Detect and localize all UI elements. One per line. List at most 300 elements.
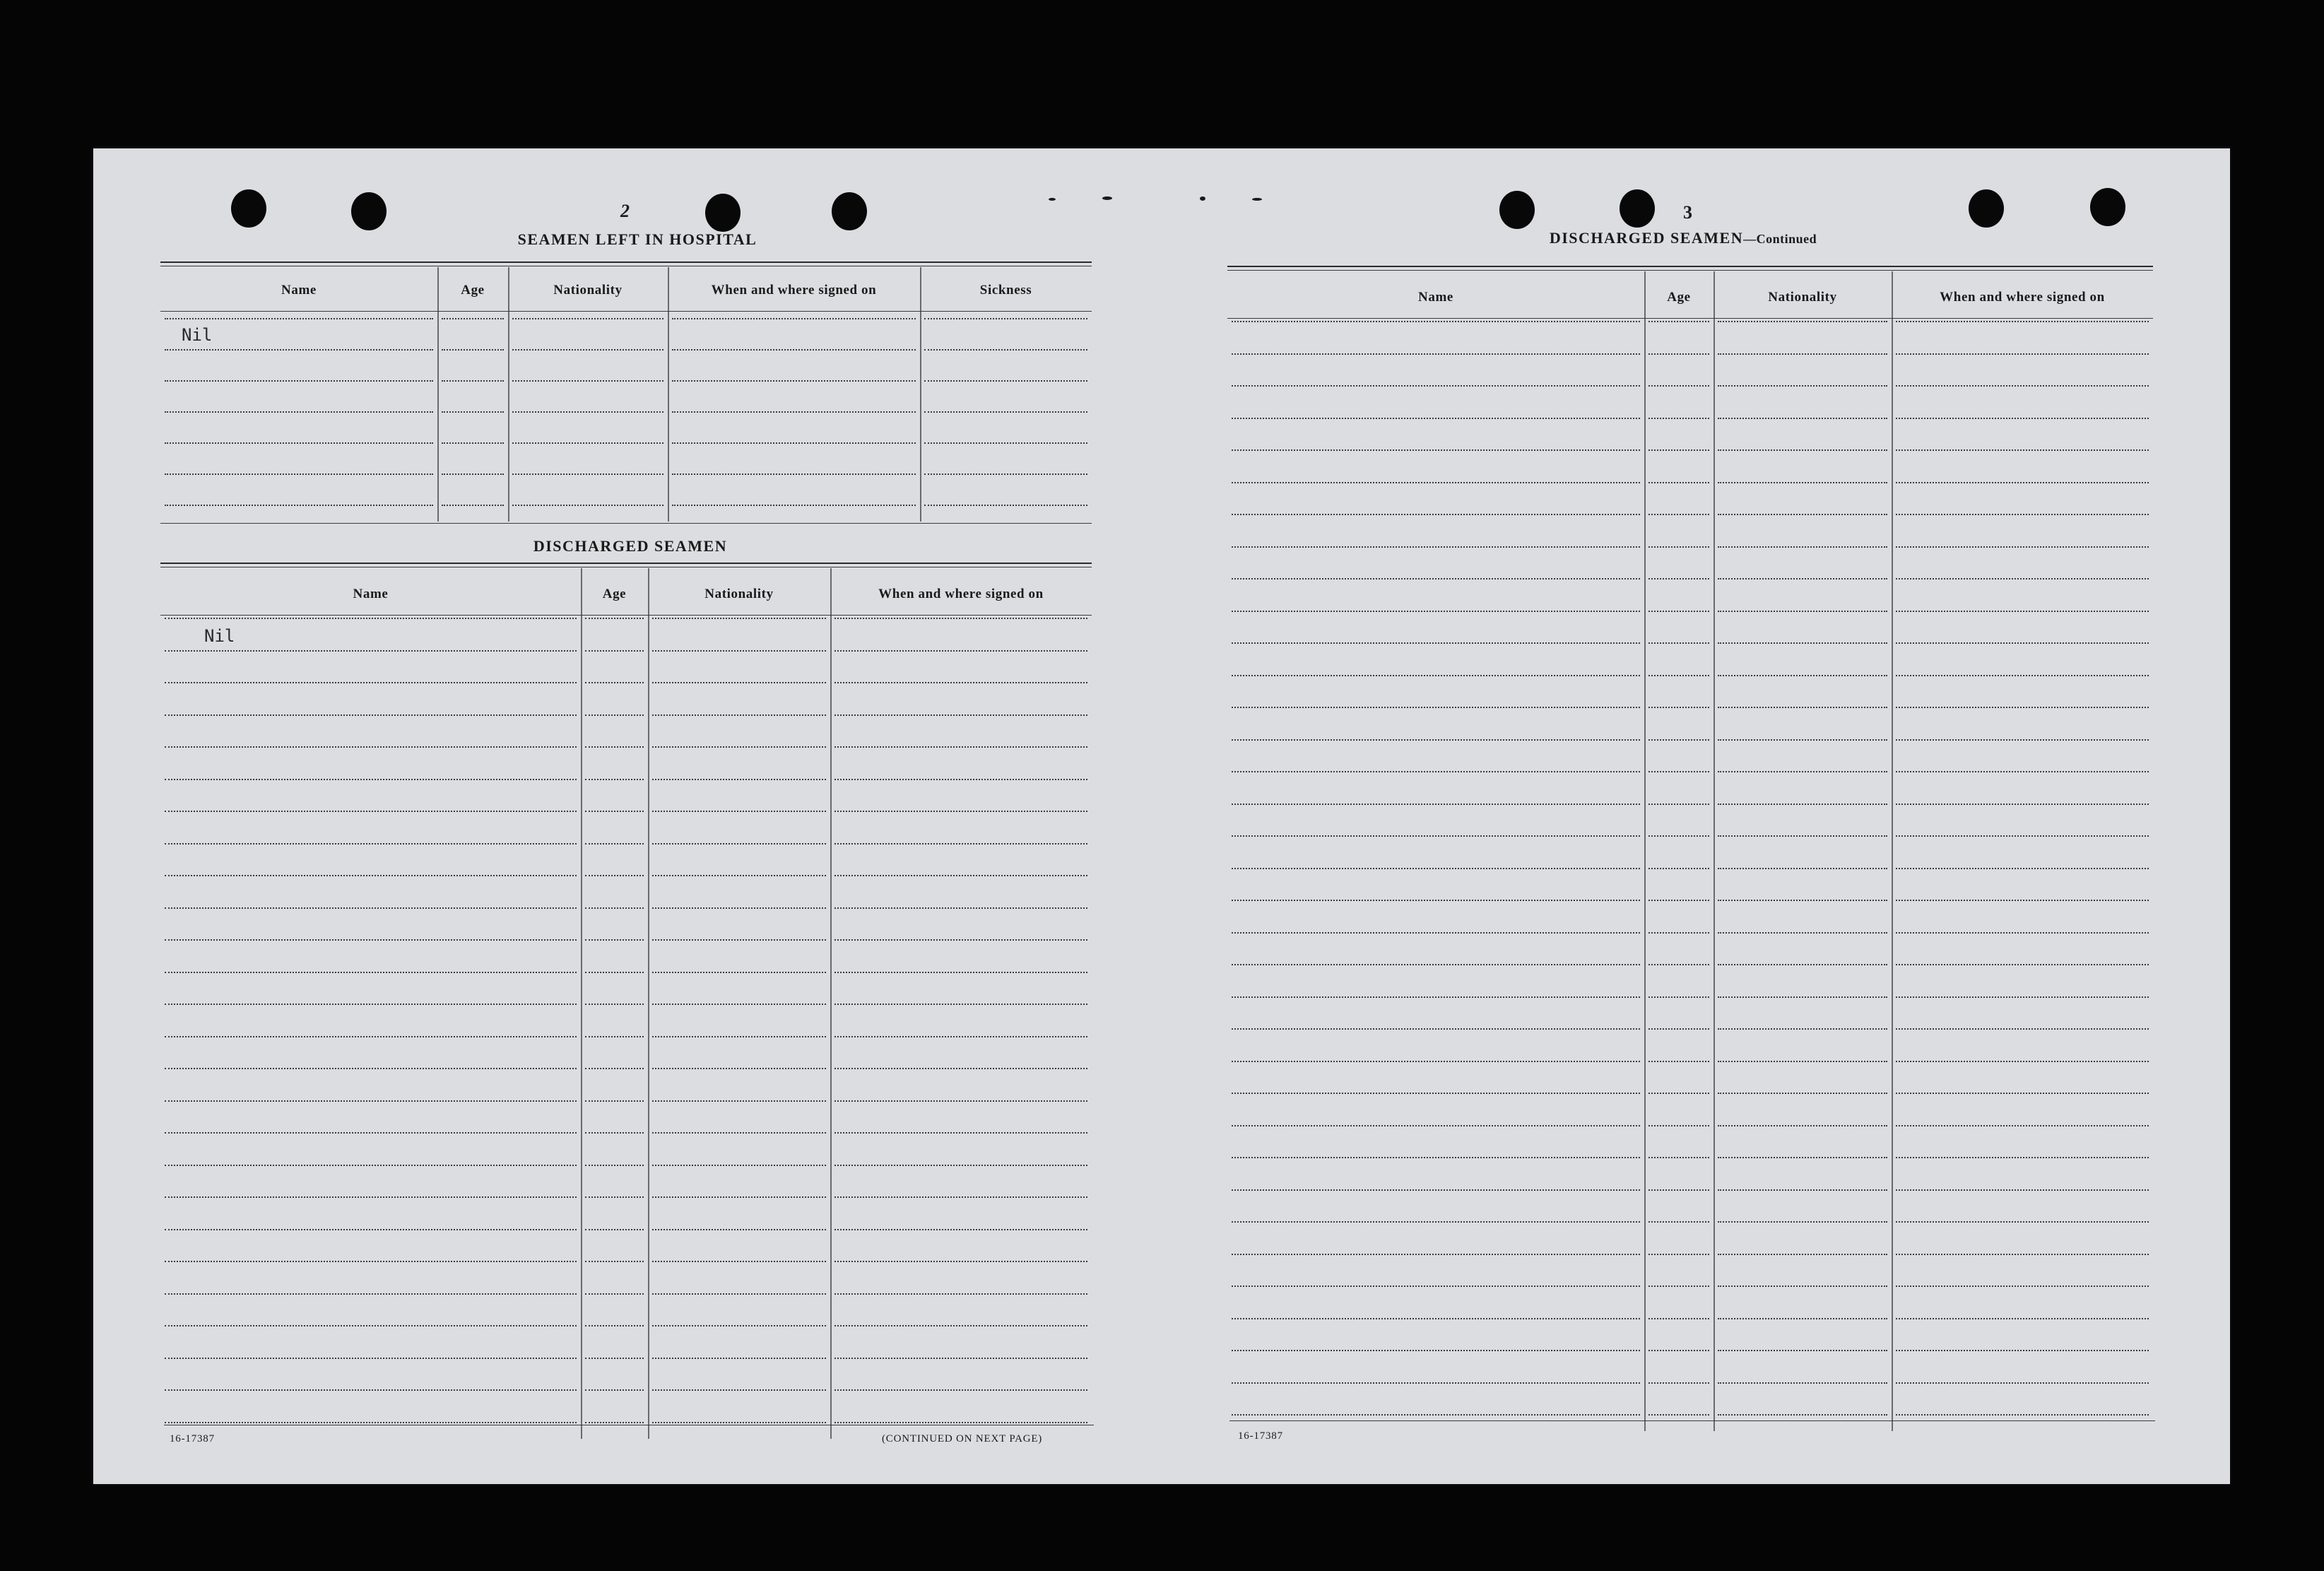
entry-line — [1718, 1125, 1887, 1126]
entry-line — [165, 1100, 577, 1102]
entry-line — [1648, 900, 1709, 901]
column-divider — [830, 568, 832, 1439]
entry-line — [585, 972, 644, 973]
entry-line — [1232, 1254, 1640, 1255]
continued-note: (CONTINUED ON NEXT PAGE) — [882, 1433, 1043, 1445]
entry-line — [1718, 1221, 1887, 1223]
document-sheet — [93, 148, 2230, 1484]
entry-line — [1232, 1028, 1640, 1030]
entry-line — [1718, 514, 1887, 515]
column-divider — [920, 267, 921, 522]
entry-line — [1896, 1285, 2149, 1287]
header-underline — [1227, 318, 2153, 319]
entry-line — [1232, 1189, 1640, 1191]
entry-line — [834, 1389, 1087, 1391]
entry-line — [652, 1358, 826, 1359]
name-entry: Nil — [204, 626, 235, 646]
punch-hole — [705, 194, 741, 232]
entry-line — [512, 473, 663, 475]
entry-line — [1896, 385, 2149, 387]
punch-hole — [231, 189, 266, 228]
entry-line — [1896, 932, 2149, 934]
entry-line — [165, 349, 433, 351]
entry-line — [1648, 385, 1709, 387]
column-header: Age — [602, 587, 627, 601]
entry-line — [165, 1165, 577, 1166]
entry-line — [1232, 739, 1640, 741]
entry-line — [652, 650, 826, 652]
entry-line — [672, 380, 916, 382]
entry-line — [834, 779, 1087, 780]
entry-line — [585, 779, 644, 780]
entry-line — [1232, 418, 1640, 419]
column-divider — [1892, 271, 1893, 1431]
entry-line — [1896, 1028, 2149, 1030]
entry-line — [585, 1293, 644, 1295]
entry-line — [1718, 385, 1887, 387]
entry-line — [1896, 1157, 2149, 1158]
entry-line — [1896, 1221, 2149, 1223]
entry-line — [165, 442, 433, 444]
entry-line — [834, 1196, 1087, 1198]
entry-line — [652, 1229, 826, 1230]
column-divider — [581, 568, 582, 1439]
entry-line — [1718, 1093, 1887, 1094]
entry-line — [1648, 868, 1709, 869]
entry-line — [585, 618, 644, 619]
entry-line — [585, 1132, 644, 1134]
entry-line — [165, 618, 577, 619]
entry-line — [834, 843, 1087, 845]
entry-line — [1896, 546, 2149, 548]
entry-line — [1718, 1189, 1887, 1191]
entry-line — [1718, 804, 1887, 805]
paper-speck — [1252, 198, 1262, 201]
entry-line — [1648, 482, 1709, 483]
entry-line — [165, 1196, 577, 1198]
right-top-rule-inner — [1227, 270, 2153, 271]
entry-line — [1648, 611, 1709, 612]
entry-line — [585, 939, 644, 941]
entry-line — [1232, 482, 1640, 483]
entry-line — [1896, 642, 2149, 644]
entry-line — [1896, 739, 2149, 741]
entry-line — [165, 1068, 577, 1069]
entry-line — [1896, 353, 2149, 355]
entry-line — [1648, 1189, 1709, 1191]
entry-line — [585, 1229, 644, 1230]
column-header: Name — [1418, 290, 1453, 305]
entry-line — [165, 380, 433, 382]
entry-line — [1718, 771, 1887, 772]
entry-line — [924, 349, 1087, 351]
entry-line — [585, 650, 644, 652]
entry-line — [834, 1004, 1087, 1005]
entry-line — [834, 618, 1087, 619]
entry-line — [585, 1358, 644, 1359]
entry-line — [1232, 804, 1640, 805]
entry-line — [1232, 1318, 1640, 1319]
entry-line — [1648, 675, 1709, 676]
entry-line — [585, 811, 644, 812]
entry-line — [1648, 835, 1709, 837]
entry-line — [834, 1293, 1087, 1295]
entry-line — [834, 1036, 1087, 1037]
entry-line — [834, 1132, 1087, 1134]
entry-line — [1896, 1382, 2149, 1384]
entry-line — [1896, 675, 2149, 676]
entry-line — [1648, 1382, 1709, 1384]
entry-line — [1718, 835, 1887, 837]
entry-line — [652, 1422, 826, 1423]
entry-line — [1648, 932, 1709, 934]
entry-line — [165, 1132, 577, 1134]
column-divider — [508, 267, 509, 522]
entry-line — [834, 811, 1087, 812]
entry-line — [585, 907, 644, 909]
column-header: Age — [1667, 290, 1691, 305]
entry-line — [1896, 418, 2149, 419]
entry-line — [1718, 1254, 1887, 1255]
form-number-right: 16-17387 — [1238, 1430, 1283, 1442]
entry-line — [1718, 482, 1887, 483]
entry-line — [1648, 1285, 1709, 1287]
entry-line — [1718, 964, 1887, 965]
entry-line — [585, 746, 644, 748]
entry-line — [1232, 1382, 1640, 1384]
entry-line — [652, 746, 826, 748]
entry-line — [442, 473, 504, 475]
entry-line — [834, 650, 1087, 652]
hospital-bottom-rule — [160, 523, 1092, 524]
entry-line — [834, 682, 1087, 683]
entry-line — [585, 714, 644, 716]
entry-line — [1232, 996, 1640, 998]
entry-line — [1232, 1157, 1640, 1158]
entry-line — [442, 380, 504, 382]
entry-line — [1896, 1254, 2149, 1255]
entry-line — [1718, 1157, 1887, 1158]
entry-line — [1896, 1318, 2149, 1319]
entry-line — [1648, 578, 1709, 579]
column-header: When and where signed on — [878, 587, 1044, 601]
discharged-continued-title-main: DISCHARGED SEAMEN — [1549, 229, 1744, 247]
entry-line — [924, 318, 1087, 319]
entry-line — [1232, 868, 1640, 869]
entry-line — [834, 1358, 1087, 1359]
entry-line — [165, 682, 577, 683]
entry-line — [1232, 1350, 1640, 1351]
entry-line — [652, 907, 826, 909]
entry-line — [512, 411, 663, 413]
header-underline — [160, 615, 1092, 616]
entry-line — [1648, 771, 1709, 772]
entry-line — [165, 505, 433, 506]
entry-line — [652, 1165, 826, 1166]
entry-line — [652, 779, 826, 780]
entry-line — [442, 318, 504, 319]
entry-line — [672, 349, 916, 351]
entry-line — [585, 1261, 644, 1262]
column-header: Nationality — [1768, 290, 1837, 305]
entry-line — [585, 1422, 644, 1423]
punch-hole — [2090, 188, 2125, 226]
entry-line — [1718, 642, 1887, 644]
entry-line — [1896, 449, 2149, 451]
entry-line — [924, 442, 1087, 444]
entry-line — [834, 1422, 1087, 1423]
entry-line — [165, 1358, 577, 1359]
entry-line — [924, 505, 1087, 506]
entry-line — [165, 1261, 577, 1262]
entry-line — [1896, 1189, 2149, 1191]
entry-line — [165, 907, 577, 909]
entry-line — [165, 939, 577, 941]
entry-line — [1648, 1093, 1709, 1094]
hospital-section-title: SEAMEN LEFT IN HOSPITAL — [517, 230, 757, 248]
entry-line — [834, 1325, 1087, 1326]
entry-line — [585, 875, 644, 876]
entry-line — [442, 411, 504, 413]
entry-line — [1648, 546, 1709, 548]
entry-line — [1648, 1318, 1709, 1319]
column-divider — [1713, 271, 1715, 1431]
discharged-continued-title — [1492, 229, 1874, 247]
entry-line — [834, 939, 1087, 941]
entry-line — [165, 714, 577, 716]
column-header: Age — [461, 283, 485, 298]
entry-line — [1232, 675, 1640, 676]
entry-line — [585, 1068, 644, 1069]
entry-line — [1232, 1414, 1640, 1416]
right-bottom-rule — [1229, 1420, 2155, 1421]
entry-line — [1232, 1125, 1640, 1126]
entry-line — [672, 318, 916, 319]
entry-line — [652, 875, 826, 876]
entry-line — [1648, 514, 1709, 515]
entry-line — [1648, 1061, 1709, 1062]
entry-line — [834, 1068, 1087, 1069]
entry-line — [165, 1422, 577, 1423]
discharged-section-title: DISCHARGED SEAMEN — [533, 537, 728, 555]
hospital-table — [160, 267, 1092, 529]
entry-line — [1896, 835, 2149, 837]
entry-line — [652, 714, 826, 716]
entry-line — [1648, 964, 1709, 965]
right-top-rule — [1227, 266, 2153, 267]
paper-speck — [1200, 196, 1205, 201]
entry-line — [1232, 1093, 1640, 1094]
entry-line — [1718, 1350, 1887, 1351]
entry-line — [585, 1004, 644, 1005]
paper-speck — [1102, 196, 1112, 200]
entry-line — [1648, 353, 1709, 355]
entry-line — [1232, 1221, 1640, 1223]
entry-line — [1896, 611, 2149, 612]
entry-line — [165, 972, 577, 973]
entry-line — [1896, 996, 2149, 998]
punch-hole — [1969, 189, 2004, 228]
entry-line — [585, 1389, 644, 1391]
entry-line — [672, 442, 916, 444]
entry-line — [1896, 868, 2149, 869]
entry-line — [652, 618, 826, 619]
entry-line — [1232, 578, 1640, 579]
entry-line — [652, 1196, 826, 1198]
discharged-top-rule — [160, 563, 1092, 564]
entry-line — [1896, 771, 2149, 772]
entry-line — [165, 746, 577, 748]
entry-line — [1648, 707, 1709, 708]
entry-line — [442, 349, 504, 351]
entry-line — [1232, 321, 1640, 322]
punch-hole — [1499, 191, 1535, 229]
entry-line — [1718, 900, 1887, 901]
header-underline — [160, 311, 1092, 312]
entry-line — [165, 1229, 577, 1230]
entry-line — [165, 1004, 577, 1005]
entry-line — [585, 843, 644, 845]
entry-line — [165, 473, 433, 475]
entry-line — [834, 1229, 1087, 1230]
column-divider — [1644, 271, 1646, 1431]
entry-line — [672, 505, 916, 506]
entry-line — [652, 1068, 826, 1069]
column-divider — [648, 568, 649, 1439]
column-header: Name — [281, 283, 317, 298]
entry-line — [1896, 514, 2149, 515]
entry-line — [1232, 353, 1640, 355]
column-header: Name — [353, 587, 389, 601]
entry-line — [1896, 1061, 2149, 1062]
entry-line — [1718, 707, 1887, 708]
entry-line — [1648, 1254, 1709, 1255]
entry-line — [165, 843, 577, 845]
entry-line — [1232, 611, 1640, 612]
entry-line — [1232, 835, 1640, 837]
entry-line — [652, 682, 826, 683]
entry-line — [442, 505, 504, 506]
column-header: Nationality — [704, 587, 774, 601]
entry-line — [1896, 1350, 2149, 1351]
name-entry: Nil — [182, 325, 213, 345]
entry-line — [1896, 900, 2149, 901]
entry-line — [652, 1004, 826, 1005]
punch-hole — [1620, 189, 1655, 228]
column-divider — [668, 267, 669, 522]
entry-line — [834, 1165, 1087, 1166]
entry-line — [585, 1325, 644, 1326]
entry-line — [652, 972, 826, 973]
entry-line — [512, 442, 663, 444]
entry-line — [834, 875, 1087, 876]
entry-line — [652, 1036, 826, 1037]
column-header: Sickness — [979, 283, 1032, 298]
entry-line — [585, 1165, 644, 1166]
entry-line — [652, 843, 826, 845]
entry-line — [1718, 868, 1887, 869]
entry-line — [834, 1261, 1087, 1262]
page-number-left: 2 — [620, 201, 630, 221]
entry-line — [1232, 642, 1640, 644]
discharged-continued-table — [1227, 271, 2153, 1430]
entry-line — [924, 473, 1087, 475]
entry-line — [512, 349, 663, 351]
entry-line — [1896, 804, 2149, 805]
entry-line — [1718, 1382, 1887, 1384]
entry-line — [1232, 546, 1640, 548]
discharged-table — [160, 568, 1092, 1430]
entry-line — [1232, 449, 1640, 451]
entry-line — [1718, 739, 1887, 741]
entry-line — [165, 811, 577, 812]
page-number-right: 3 — [1683, 202, 1692, 223]
entry-line — [1648, 642, 1709, 644]
entry-line — [1896, 1093, 2149, 1094]
entry-line — [1718, 418, 1887, 419]
entry-line — [1718, 1061, 1887, 1062]
entry-line — [1648, 1028, 1709, 1030]
entry-line — [1718, 578, 1887, 579]
entry-line — [585, 1196, 644, 1198]
entry-line — [165, 1325, 577, 1326]
entry-line — [834, 907, 1087, 909]
entry-line — [652, 1132, 826, 1134]
entry-line — [652, 1261, 826, 1262]
entry-line — [165, 875, 577, 876]
entry-line — [512, 318, 663, 319]
entry-line — [652, 1100, 826, 1102]
entry-line — [1718, 546, 1887, 548]
entry-line — [652, 1389, 826, 1391]
entry-line — [1232, 964, 1640, 965]
entry-line — [1718, 353, 1887, 355]
entry-line — [165, 1389, 577, 1391]
entry-line — [672, 411, 916, 413]
entry-line — [1896, 707, 2149, 708]
entry-line — [1232, 514, 1640, 515]
punch-hole — [351, 192, 387, 230]
entry-line — [1648, 321, 1709, 322]
entry-line — [1896, 1125, 2149, 1126]
column-divider — [437, 267, 439, 522]
entry-line — [652, 939, 826, 941]
entry-line — [1718, 1318, 1887, 1319]
entry-line — [1648, 1350, 1709, 1351]
entry-line — [442, 442, 504, 444]
entry-line — [165, 1036, 577, 1037]
entry-line — [1232, 1285, 1640, 1287]
entry-line — [834, 972, 1087, 973]
entry-line — [1648, 449, 1709, 451]
entry-line — [1232, 932, 1640, 934]
hospital-top-rule — [160, 261, 1092, 263]
entry-line — [1896, 578, 2149, 579]
entry-line — [585, 1100, 644, 1102]
entry-line — [165, 411, 433, 413]
entry-line — [1896, 1414, 2149, 1416]
entry-line — [1896, 964, 2149, 965]
column-header: When and where signed on — [711, 283, 877, 298]
column-header: Nationality — [553, 283, 623, 298]
entry-line — [1648, 1221, 1709, 1223]
entry-line — [1896, 482, 2149, 483]
entry-line — [672, 473, 916, 475]
form-number-left: 16-17387 — [170, 1433, 215, 1445]
entry-line — [1232, 771, 1640, 772]
entry-line — [924, 380, 1087, 382]
punch-hole — [832, 192, 867, 230]
